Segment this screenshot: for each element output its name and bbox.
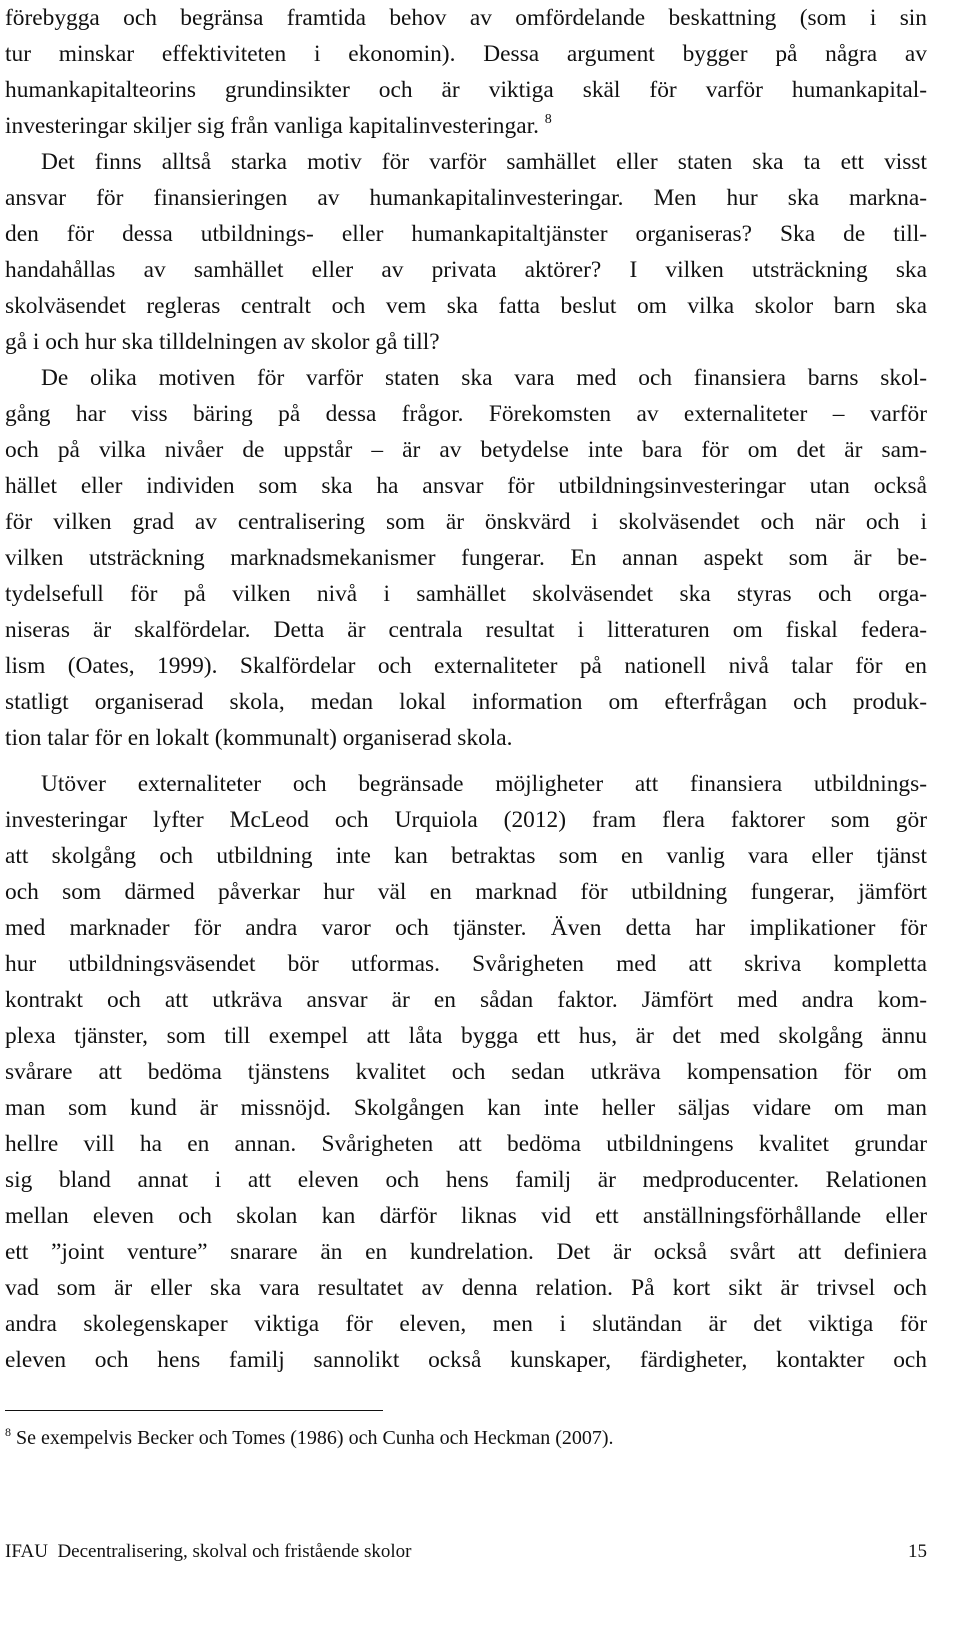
text-line: eleven och hens familj sannolikt också kunskaper, färdigheter, kontakter och bbox=[5, 1347, 927, 1373]
text-line: man som kund är missnöjd. Skolgången kan inte heller säljas vidare om man bbox=[5, 1095, 927, 1121]
text-line: den för dessa utbildnings- eller humankapitaltjänster organiseras? Ska de till- bbox=[5, 221, 927, 247]
text-line: handahållas av samhället eller av privata aktörer? I vilken utsträckning ska bbox=[5, 257, 927, 283]
text-line: svårare att bedöma tjänstens kvalitet och sedan utkräva kompensation för om bbox=[5, 1059, 927, 1085]
text-line: vilken utsträckning marknadsmekanismer fungerar. En annan aspekt som är be- bbox=[5, 545, 927, 571]
text-line: mellan eleven och skolan kan därför liknas vid ett anställningsförhållande eller bbox=[5, 1203, 927, 1229]
text-line: kontrakt och att utkräva ansvar är en sådan faktor. Jämfört med andra kom- bbox=[5, 987, 927, 1013]
text-line: ett ”joint venture” snarare än en kundrelation. Det är också svårt att definiera bbox=[5, 1239, 927, 1265]
text-line: hellre vill ha en annan. Svårigheten att bedöma utbildningens kvalitet grundar bbox=[5, 1131, 927, 1157]
text-line: andra skolegenskaper viktiga för eleven, men i slutändan är det viktiga för bbox=[5, 1311, 927, 1337]
text-line: Det finns alltså starka motiv för varför samhället eller staten ska ta ett visst bbox=[41, 149, 927, 175]
text-line: sig bland annat i att eleven och hens familj är medproducenter. Relationen bbox=[5, 1167, 927, 1193]
text-line: med marknader för andra varor och tjänster. Även detta har implikationer för bbox=[5, 915, 927, 941]
footnote bbox=[5, 1423, 905, 1453]
footnote-divider bbox=[5, 1410, 383, 1411]
text-line: humankapitalteorins grundinsikter och är viktiga skäl för varför humankapital- bbox=[5, 77, 927, 103]
page-number: 15 bbox=[908, 1541, 927, 1562]
text-span: investeringar skiljer sig från vanliga kapitalinvesteringar. bbox=[5, 113, 539, 139]
text-line: tydelsefull för på vilken nivå i samhället skolväsendet ska styras och orga- bbox=[5, 581, 927, 607]
text-line: niseras är skalfördelar. Detta är centrala resultat i litteraturen om fiskal federa- bbox=[5, 617, 927, 643]
text-line: vad som är eller ska vara resultatet av denna relation. På kort sikt är trivsel och bbox=[5, 1275, 927, 1301]
footnote-text: Se exempelvis Becker och Tomes (1986) och Cunha och Heckman (2007). bbox=[11, 1427, 614, 1449]
text-line: De olika motiven för varför staten ska vara med och finansiera barns skol- bbox=[41, 365, 927, 391]
text-line: gå i och hur ska tilldelningen av skolor gå till? bbox=[5, 329, 440, 355]
text-line: hur utbildningsväsendet bör utformas. Svårigheten med att skriva kompletta bbox=[5, 951, 927, 977]
text-line-with-footnote bbox=[5, 108, 927, 145]
footnote-marker[interactable]: 8 bbox=[544, 112, 552, 127]
page-footer bbox=[5, 1539, 927, 1565]
text-line: skolväsendet regleras centralt och vem ska fatta beslut om vilka skolor barn ska bbox=[5, 293, 927, 319]
text-line: Utöver externaliteter och begränsade möjligheter att finansiera utbildnings- bbox=[41, 771, 927, 797]
footer-publisher: IFAU bbox=[5, 1541, 48, 1562]
text-line: lism (Oates, 1999). Skalfördelar och externaliteter på nationell nivå talar för en bbox=[5, 653, 927, 679]
text-line: investeringar lyfter McLeod och Urquiola (2012) fram flera faktorer som gör bbox=[5, 807, 927, 833]
text-line: förebygga och begränsa framtida behov av omfördelande beskattning (som i sin bbox=[5, 5, 927, 31]
footnote-number: 8 bbox=[5, 1425, 11, 1439]
text-line: statligt organiserad skola, medan lokal information om efterfrågan och produk- bbox=[5, 689, 927, 715]
text-line: plexa tjänster, som till exempel att låta bygga ett hus, är det med skolgång ännu bbox=[5, 1023, 927, 1049]
text-line: gång har viss bäring på dessa frågor. Förekomsten av externaliteter – varför bbox=[5, 401, 927, 427]
text-line: och på vilka nivåer de uppstår – är av betydelse inte bara för om det är sam- bbox=[5, 437, 927, 463]
text-line: tion talar för en lokalt (kommunalt) organiserad skola. bbox=[5, 725, 513, 751]
text-line: och som därmed påverkar hur väl en marknad för utbildning fungerar, jämfört bbox=[5, 879, 927, 905]
text-line: hället eller individen som ska ha ansvar för utbildningsinvesteringar utan också bbox=[5, 473, 927, 499]
text-line: ansvar för finansieringen av humankapitalinvesteringar. Men hur ska markna- bbox=[5, 185, 927, 211]
text-line: att skolgång och utbildning inte kan betraktas som en vanlig vara eller tjänst bbox=[5, 843, 927, 869]
text-line: för vilken grad av centralisering som är önskvärd i skolväsendet och när och i bbox=[5, 509, 927, 535]
footer-title: Decentralisering, skolval och fristående skolor bbox=[57, 1541, 412, 1562]
text-line: tur minskar effektiviteten i ekonomin). Dessa argument bygger på några av bbox=[5, 41, 927, 67]
